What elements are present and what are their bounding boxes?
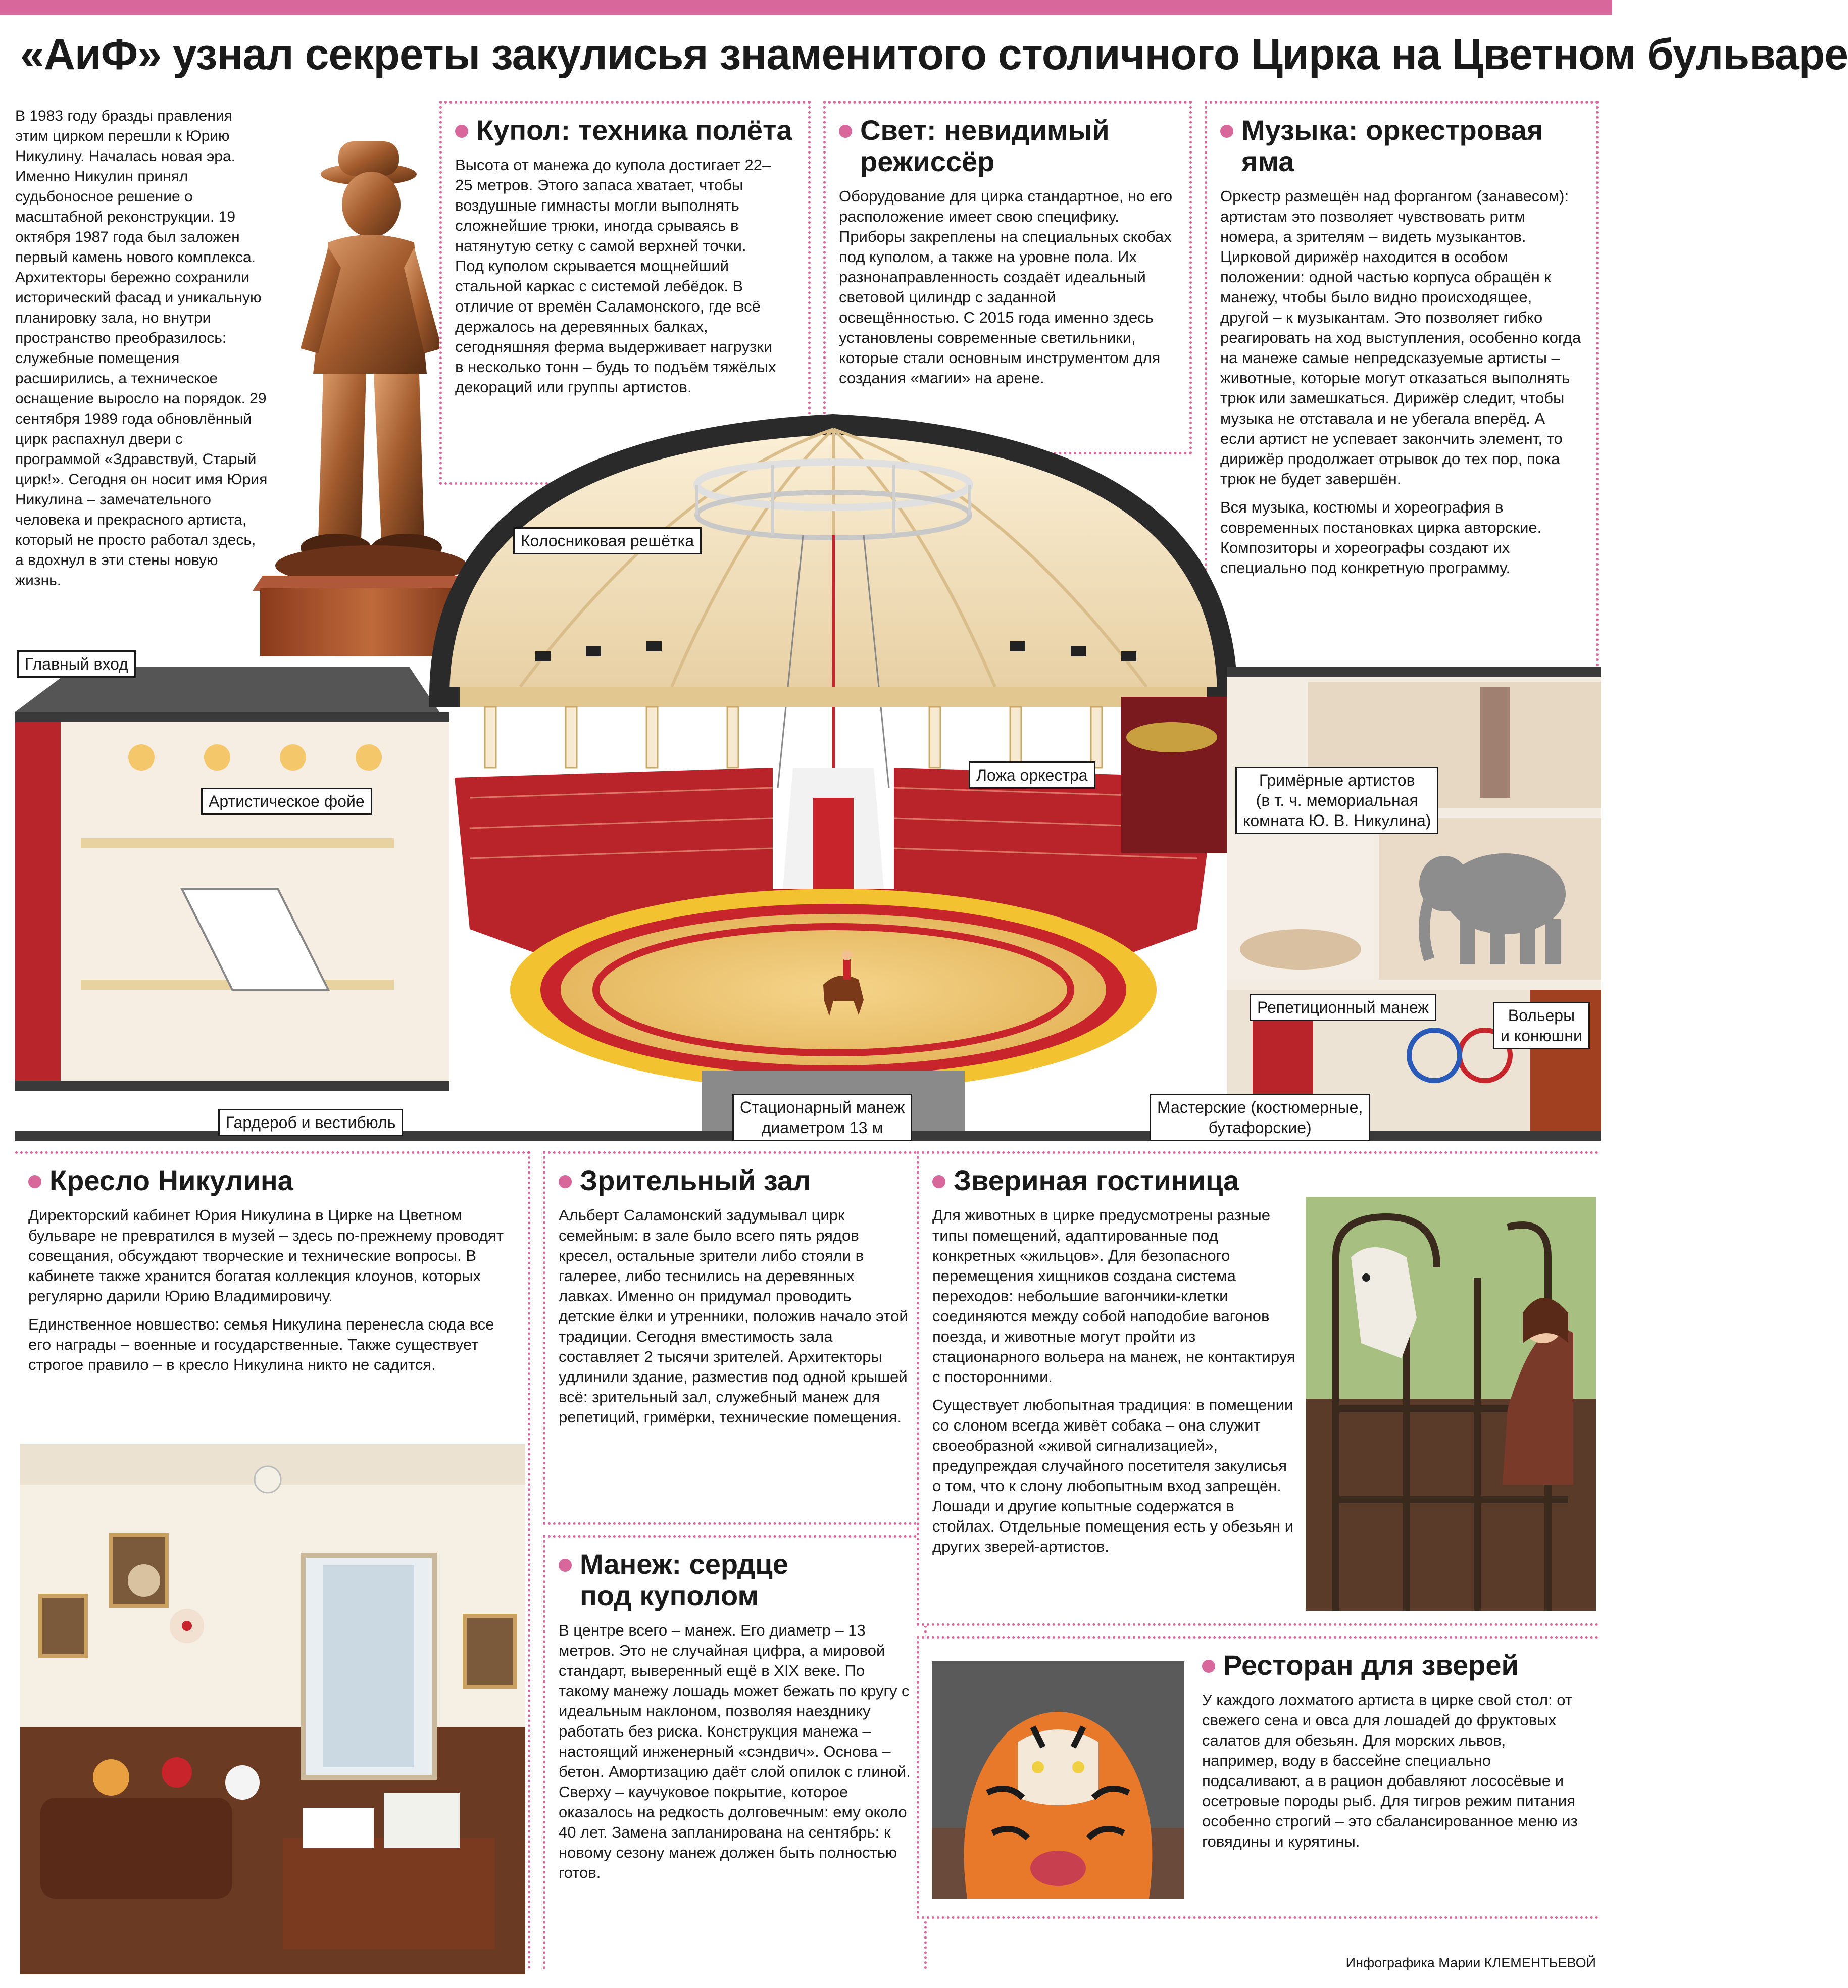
page-title: «АиФ» узнал секреты закулисья знаменитого столичного Цирка на Цветном бульваре: [20, 30, 1848, 79]
hotel-title-text: Звериная гостиница: [954, 1164, 1239, 1196]
bullet-dot-icon: [839, 125, 852, 138]
arena-title-text: Манеж: сердце под куполом: [580, 1548, 788, 1611]
restaurant-section-title: [1202, 1650, 1585, 1681]
label-dressing-rooms: [1235, 767, 1438, 834]
hall-text: Альберт Саламонский задумывал цирк семейным: в зале было всего пять рядов кресел, остальные зрители либо стояли в галерее, либо теснились на деревянных лавках. Именно он придумал проводить детские ёлки и утренники, положив начало этой традиции. Сегодня вместимость зала составляет 2 тысячи зрителей. Архитекторы удлинили здание, разместив под одной крышей всё: зрительный зал, служебный манеж для репетиций, гримёрки, технические помещения.: [559, 1206, 908, 1426]
hall-section: [543, 1151, 927, 1525]
label-workshops-line2: бутафорские): [1208, 1118, 1312, 1137]
music-paragraph-2: Вся музыка, костюмы и хореография в современных постановках цирка авторские. Композиторы и хореографы создают их специально под конкретную программу.: [1220, 498, 1542, 577]
label-artists-foyer: Артистическое фойе: [201, 788, 372, 815]
light-text: Оборудование для цирка стандартное, но его расположение имеет свою специфику. Приборы закреплены на специальных скобах под куполом, а также на уровне пола. Их разнонаправленность создаёт идеальный световой цилиндр с заданной освещённостью. С 2015 года именно здесь установлены современные светильники, которые стали основным инструментом для создания «магии» на арене.: [839, 187, 1173, 387]
bullet-dot-icon: [559, 1559, 572, 1572]
label-arena-line2: диаметром 13 м: [761, 1118, 883, 1137]
dome-text: Высота от манежа до купола достигает 22–25 метров. Этого запаса хватает, чтобы воздушные гимнасты могли выполнять сложнейшие трюки, иногда срываясь в натянутую сетку с самой верхней точки. Под куполом скрывается мощнейший стальной каркас с системой лебёдок. В отличие от времён Саламонского, где всё держалось на деревянных балках, сегодняшняя ферма выдерживает нагрузки в несколько тонн – будь то подъём тяжёлых декораций или группы артистов.: [455, 156, 776, 396]
music-title-text: Музыка: оркестровая яма: [1241, 114, 1543, 177]
label-workshops: [1150, 1094, 1370, 1141]
music-paragraph-1: Оркестр размещён над форгангом (занавесом): артистам это позволяет чувствовать ритм номера, а зрителям – видеть музыкантов. Цирковой дирижёр находится в особом положении: одной частью корпуса обращён к манежу, чтобы было видно происходящее, другой – к музыкантам. Это позволяет гибко реагировать на ход выступления, особенно когда на манеже самые непредсказуемые артисты – животные, которые могут отказаться выполнять трюк или замешкаться. Дирижёр следит, чтобы музыка не отставала и не убегала вперёд. А если артист не успевает закончить элемент, то дирижёр продолжает отрывок до тех пор, пока трюк не будет завершён.: [1220, 187, 1581, 488]
label-main-entrance: Главный вход: [17, 650, 136, 678]
hotel-paragraph-1: Для животных в цирке предусмотрены разные типы помещений, адаптированные под конкретных «жильцов». Для безопасного перемещения хищников создана система переходов: небольшие вагончики-клетки соединяются между собой наподобие вагонов поезда, и животные могут пройти из стационарного вольера на манеж, не контактируя с посторонними.: [932, 1206, 1295, 1386]
chair-paragraph-1: Директорский кабинет Юрия Никулина в Цирке на Цветном бульваре не превратился в музей – здесь по-прежнему проводят совещания, обсуждают творческие и технические вопросы. В кабинете также хранится богатая коллекция клоунов, которых регулярно дарили Юрию Владимировичу.: [28, 1206, 504, 1305]
music-section-title: [1220, 115, 1583, 177]
dome-title-text: Купол: техника полёта: [476, 114, 792, 146]
arena-section: [543, 1535, 927, 1969]
label-orchestra-box: Ложа оркестра: [969, 761, 1095, 789]
label-aviaries: [1493, 1002, 1590, 1049]
label-rigging-grid: Колосниковая решётка: [513, 527, 702, 554]
hotel-paragraph-2: Существует любопытная традиция: в помещении со слоном всегда живёт собака – она служит своеобразной «живой сигнализацией», предупреждая случайного посетителя закулисья о том, что к слону любопытным вход запрещён. Лошади и другие копытные содержатся в стойлах. Отдельные помещения есть у обезьян и других зверей-артистов.: [932, 1396, 1294, 1555]
chair-section-title: [28, 1165, 515, 1196]
label-aviaries-line2: и конюшни: [1501, 1027, 1582, 1045]
label-dressing-line2: (в т. ч. мемориальная: [1256, 791, 1418, 809]
circus-cross-section-illustration: [15, 384, 1601, 1141]
label-dressing-line3: комната Ю. В. Никулина): [1243, 811, 1431, 830]
hotel-text: [932, 1205, 1296, 1557]
restaurant-text: У каждого лохматого артиста в цирке свой стол: от свежего сена и овса для лошадей до фруктовых салатов для обезьян. Для морских львов, например, воду в бассейне специально подсаливают, а в рацион добавляют лососёвые и осетровые породы рыб. Для тигров режим питания особенно строгий – это сбалансированное меню из говядины и курятины.: [1202, 1691, 1578, 1850]
bullet-dot-icon: [932, 1175, 945, 1188]
light-section-title: [839, 115, 1176, 177]
intro-text: В 1983 году бразды правления этим цирком перешли к Юрию Никулину. Началась новая эра. Именно Никулин принял судьбоносное решение о масштабной реконструкции. 19 октября 1987 года был заложен первый камень нового комплекса. Архитекторы бережно сохранили исторический фасад и уникальную планировку зала, но внутри пространство преобразилось: служебные помещения расширились, а техническое оснащение выросло на порядок. 29 сентября 1989 года обновлённый цирк распахнул двери с программой «Здравствуй, Старый цирк!». Сегодня он носит имя Юрия Никулина – замечательного человека и прекрасного артиста, который не просто работал здесь, а вдохнул в эти стены новую жизнь.: [15, 108, 268, 589]
bullet-dot-icon: [1202, 1660, 1215, 1673]
dome-section-title: [455, 115, 795, 146]
arena-text: В центре всего – манеж. Его диаметр – 13 метров. Это не случайная цифра, а мировой стандарт, выверенный ещё в XIX веке. По такому манежу лошадь может бежать по кругу с идеальным наклоном, позволяя наезднику работать без риска. Конструкция манежа – настоящий инженерный «сэндвич». Основа – бетон. Амортизацию даёт слой опилок с глиной. Сверху – каучуковое покрытие, которое оказалось на редкость долговечным: ему около 40 лет. Замена запланирована на сентябрь: к новому сезону манеж должен быть полностью готов.: [559, 1621, 911, 1881]
tiger-illustration: [932, 1661, 1184, 1899]
nikulin-office-illustration: [20, 1444, 525, 1974]
infographic-credit: Инфографика Марии КЛЕМЕНТЬЕВОЙ: [1345, 1955, 1596, 1970]
chair-title-text: Кресло Никулина: [49, 1164, 293, 1196]
bullet-dot-icon: [559, 1175, 572, 1188]
bullet-dot-icon: [455, 125, 468, 138]
light-title-text: Свет: невидимый режиссёр: [860, 114, 1110, 177]
arena-section-title: [559, 1549, 911, 1611]
bullet-dot-icon: [28, 1175, 41, 1188]
chair-text: [28, 1205, 515, 1375]
restaurant-title-text: Ресторан для зверей: [1223, 1649, 1519, 1681]
chair-paragraph-2: Единственное новшество: семья Никулина перенесла сюда все его награды – военные и государственные. Также существует строгое правило – в кресло Никулина никто не садится.: [28, 1315, 494, 1373]
label-wardrobe: Гардероб и вестибюль: [218, 1109, 403, 1136]
hall-title-text: Зрительный зал: [580, 1164, 811, 1196]
hall-section-title: [559, 1165, 911, 1196]
top-accent-bar: [0, 0, 1612, 15]
label-dressing-line1: Гримёрные артистов: [1259, 771, 1415, 789]
hotel-section-title: [932, 1165, 1585, 1196]
label-aviaries-line1: Вольеры: [1508, 1006, 1575, 1025]
label-workshops-line1: Мастерские (костюмерные,: [1157, 1098, 1363, 1116]
stable-illustration: [1306, 1197, 1596, 1611]
label-rehearsal-arena: Репетиционный манеж: [1250, 994, 1436, 1021]
label-arena: [732, 1094, 912, 1141]
label-arena-line1: Стационарный манеж: [740, 1098, 905, 1116]
bullet-dot-icon: [1220, 125, 1233, 138]
